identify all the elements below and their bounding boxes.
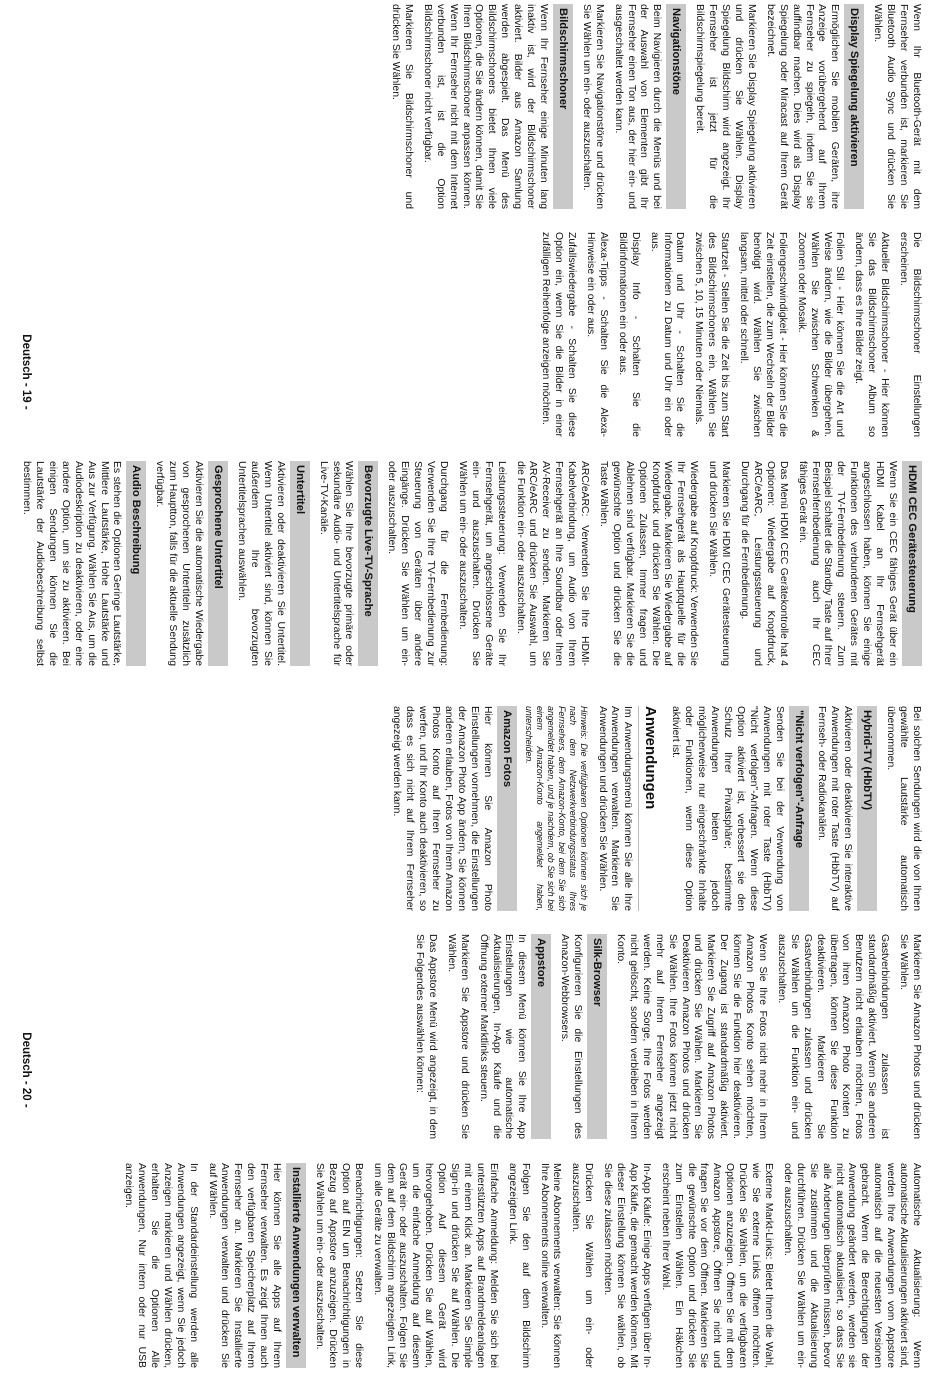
paragraph: Aktivieren Sie die automatische Wiedergabe von gesprochenen Untertiteln zusätzlich zum Hauptton, falls für die aktuelle Sendung verfügbar. xyxy=(154,461,205,666)
paragraph: Gastverbindungen zulassen ist standardmäßig aktiviert. Wenn Sie anderen Benutzern nicht erlauben möchten, Fotos von ihren Amazon Photo Konten zu übertragen, können Sie diese Funktion deaktivieren. Markieren Sie Gastverbindungen zulassen und drücken Sie Wählen um die Funktion ein- und auszuschalten. xyxy=(775,934,891,1139)
paragraph: Es stehen die Optionen Geringe Lautstärke, Mittlere Lautstärke, Hohe Lautstärke und Aus zur Verfügung. Wählen Sie Aus, um die Audiodeskription zu deaktivieren, oder eine andere Option, um sie zu aktivieren. Bei einigen Sendungen können Sie die Lautstärke der Audiobeschreibung selbst bestimmen. xyxy=(21,461,123,666)
page19-column-3 xyxy=(13,461,922,666)
paragraph: Markieren Sie Appstore und drücken Sie Wählen. xyxy=(445,934,470,1139)
paragraph: Ermöglichen Sie mobilen Geräten, ihre Anzeige vorübergehend auf Ihrem Fernseher zu spiegeln, indem Sie sie auffindbar machen. Dies wird als Display Spiegelung oder Miracast auf Ihrem Gerät bezeichnet. xyxy=(764,4,841,209)
paragraph: Das Menü HDMI CEC Gerätekontrolle hat 4 Optionen: Wiedergabe auf Knopfdruck, ARC/eARC, Leistungssteuerung und Durchgang für die Fernbedienung. xyxy=(739,461,789,666)
chapter-heading-applications: Anwendungen xyxy=(638,706,662,911)
paragraph: Wenn Sie Ihre Fotos nicht mehr in Ihrem Amazon Photos Konto sehen möchten, können Sie die Funktion hier deaktivieren. Der Zugang ist standardmäßig aktiviert. Markieren Sie Zugriff auf Amazon Photos und drücken Sie Wählen. Markieren Sie Deaktivieren Amazon Photos und drücken Sie Wählen. Ihre Fotos können jetzt nicht mehr auf Ihrem Fernseher angezeigt werden. Keine Sorge, Ihre Fotos werden nicht gelöscht, sondern verbleiben in Ihrem Konto. xyxy=(615,934,769,1139)
paragraph: Hier können Sie alle Apps auf Ihrem Fernseher verwalten. Es zeigt Ihnen auch den verfügbaren Speicherplatz auf Ihrem Fernseher an. Markieren Sie Installierte Anwendungen verwalten und drücken Sie auf Wählen. xyxy=(206,1163,283,1368)
section-heading-hdmi-cec: HDMI CEC Gerätesteuerung xyxy=(902,461,922,666)
page-20 xyxy=(0,690,950,1379)
paragraph: Das Appstore Menü wird angezeigt, in dem Sie Folgendes auswählen können: xyxy=(414,934,438,1139)
section-heading-display-mirroring: Display Spiegelung aktivieren xyxy=(844,4,864,209)
section-heading-audio-description: Audio Beschreibung xyxy=(127,461,147,666)
section-heading-do-not-track: "Nicht verfolgen"-Anfrage xyxy=(789,706,809,911)
paragraph: Leistungssteuerung: Verwenden Sie Ihr Fernsehgerät, um angeschlossene Geräte ein- und auszuschalten. Drücken Sie Wählen um ein- oder auszuschalten. xyxy=(456,461,507,666)
page-number: Deutsch - 20 - xyxy=(20,1032,32,1108)
section-heading-live-tv-language: Bevorzugte Live-TV-Sprache xyxy=(358,461,378,666)
section-heading-amazon-photos: Amazon Fotos xyxy=(497,706,517,911)
paragraph: Bei solchen Sendungen wird die von Ihnen gewählte Lautstärke automatisch übernommen. xyxy=(885,706,922,911)
paragraph: In diesem Menü können Sie Ihre App Einstellungen wie automatische Aktualisierungen, In-App Käufe und die Öffnung externer Marktlinks steuern. xyxy=(477,934,528,1139)
page19-column-1 xyxy=(382,4,922,209)
paragraph: Beim Navigieren durch die Menüs und bei der Auswahl von Elementen gibt Ihr Fernseher einen Ton aus, der hier ein- und ausgeschaltet werden kann. xyxy=(612,4,663,209)
paragraph: Zufallswiedergabe - Schalten Sie diese Option ein, wenn Sie die Bilder in einer zufälligen Reihenfolge anzeigen möchten. xyxy=(540,232,578,437)
paragraph: Hier können Sie Amazon Photo Einstellungen vornehmen, die Einstellungen der Amazon Photo App ändern, Sie können anderen erlauben, Fotos von Ihrem Amazon Photos Konto auf Ihren Fernseher zu werfen, und Ihr Konto auch deaktivieren, so dass es sich nicht auf Ihrem Fernseher angezeigt werden kann. xyxy=(391,706,493,911)
paragraph: Benachrichtigungen: Setzen Sie diese Option auf EIN um Benachrichtigungen in Bezug auf Appstore anzuzeigen. Drücken Sie Wählen um ein- oder auszuschalten. xyxy=(314,1163,364,1368)
page20-column-3 xyxy=(115,1163,922,1368)
section-heading-subtitles: Untertitel xyxy=(290,461,310,666)
paragraph: Einfache Anmeldung: Melden Sie sich bei unterstützten Apps auf Brandmeldeanlagen mit einem Klick an. Markieren Sie Simple Sign-in und drücken Sie auf Wählen. Die Option Auf diesem Gerät wird hervorgehoben. Drücken Sie auf Wählen, um die einfache Anmeldung auf diesem Gerät ein- oder auszuschalten. Folgen Sie dem auf dem Bildschirm angezeigten Link, um alle Geräte zu verwalten. xyxy=(371,1163,499,1368)
paragraph: Folien Stil - Hier können Sie die Art und Weise ändern, wie die Bilder übergehen. Wählen Sie zwischen Schwenken & Zoomen oder Mosaik. xyxy=(795,232,846,437)
paragraph: Markieren Sie Amazon Photos und drücken Sie Wählen. xyxy=(898,934,922,1139)
page19-column-2 xyxy=(532,232,922,437)
paragraph: Datum und Uhr - Schalten Sie die Informationen zu Datum und Uhr ein oder aus. xyxy=(648,232,686,437)
paragraph: ARC/eARC: Verwenden Sie Ihre HDMI-Kabelverbindung, um Audio von Ihrem Fernsehgerät an Ihre Soundbar oder Ihren AV-Receiver zu senden. Markieren Sie ARC/eARC und drücken Sie Auswahl, um die Funktion ein- oder auszuschalten. xyxy=(514,461,591,666)
paragraph: Aktivieren oder deaktivieren Sie interaktive Anwendungen mit roter Taste (HbbTV) auf Fernseh- oder Radiokanälen. xyxy=(816,706,854,911)
section-heading-appstore: Appstore xyxy=(531,934,551,1139)
paragraph: Wählen Sie Ihre bevorzugte primäre oder sekundäre Audio- und Untertitelsprache für Live-TV-Kanäle. xyxy=(317,461,355,666)
section-heading-spoken-subtitles: Gesprochene Untertitel xyxy=(208,461,228,666)
paragraph: Startzeit - Stellen Sie die Zeit bis zum Start des Bildschirmschoners ein. Wählen Sie zwischen 5, 10, 15 Minuten oder Niemals. xyxy=(693,232,731,437)
paragraph: Im Anwendungsmenü können Sie alle Ihre Anwendungen verwalten. Markieren Sie Anwendungen und drücken Sie Wählen. xyxy=(596,706,634,911)
section-heading-silk-browser: Silk-Browser xyxy=(587,934,607,1139)
paragraph: Markieren Sie Navigationstöne und drücken Sie Wählen um ein- oder auszuschalten. xyxy=(580,4,605,209)
paragraph: Durchgang für die Fernbedienung: Verwenden Sie Ihre TV-Fernbedienung zur Steuerung von Geräten über andere Eingänge. Drücken Sie Wählen um ein- oder auszuschalten. xyxy=(386,461,449,666)
paragraph: Alexa-Tipps - Schalten Sie die Alexa-Hinweise ein oder aus. xyxy=(585,232,609,437)
paragraph: Aktivieren oder deaktivieren Sie Untertitel. Wenn Untertitel aktiviert sind, können Sie außerdem Ihre bevorzugten Untertitelsprachen auswählen. xyxy=(236,461,286,666)
paragraph: In der Standardeinstellung werden alle Anwendungen angezeigt, wenn Sie jedoch Anzeigen markieren und Wählen drücken, erhalten Sie die Optionen Alle Anwendungen, Nur intern oder nur USB anzeigen. xyxy=(123,1163,199,1368)
section-heading-screensaver: Bildschirmschoner xyxy=(553,4,573,209)
paragraph: In-App Käufe: Einige Apps verfügen über In-App Käufe, die gemacht werden können. Mit dieser Einstellung können Sie wählen, ob Sie diese zulassen möchten. xyxy=(602,1163,652,1368)
paragraph: Markieren Sie Bildschirmschoner und drücken Sie Wählen. xyxy=(390,4,414,209)
paragraph: Display Info - Schalten Sie die Bildinformationen ein oder aus. xyxy=(616,232,641,437)
paragraph: Markieren Sie HDMI CEC Gerätesteuerung und drücken Sie Wählen. xyxy=(707,461,732,666)
page20-column-2 xyxy=(406,934,922,1139)
paragraph: Folgen Sie den auf dem Bildschirm angezeigten Link. xyxy=(506,1163,531,1368)
paragraph: Markieren Sie Display Spiegelung aktivieren und drücken Sie Wählen. Display Spiegelung Bildschirm wird angezeigt. Ihr Fernseher ist jetzt für die Bildschirmspiegelung bereit. xyxy=(694,4,757,209)
paragraph: Wenn Ihr Fernseher einige Minuten lang inaktiv ist, wird der Bildschirmschoner aktiviert. Bilder aus Amazon Samlung werden abgespielt. Das Menü des Bildschirmschoners bietet Ihnen viele Optionen, die Sie ändern können, damit Sie Ihren Bildschirmschoner anpassen können. Wenn Ihr Fernseher nicht mit dem Internet verbunden ist, ist die Option Bildschirmschoner nicht verfügbar. xyxy=(421,4,549,209)
paragraph: Externe Markt-Links: Bietet Ihnen die Wahl, wie Sie externe Links öffnen möchten. Drücken Sie Wählen, um die verfügbaren Optionen anzuzeigen. Öffnen Sie mit dem Amazon Appstore, Öffnen Sie nicht und fragen Sie vor dem Öffnen. Markieren Sie die gewünschte Option und drücken Sie zum Einstellen Wählen. Ein Häkchen erscheint neben Ihrer Wahl. xyxy=(659,1163,775,1368)
page20-column-1 xyxy=(383,706,922,911)
page-19 xyxy=(0,0,950,689)
paragraph: Aktueller Bildschirmschoner - Hier können Sie das Bildschirmschoner Album so ändern, dass es Ihre Bilder zeigt. xyxy=(853,232,891,437)
section-heading-navigation-sounds: Navigationstöne xyxy=(666,4,686,209)
paragraph: Konfigurieren Sie die Einstellungen des Amazon-Webbrowsers. xyxy=(559,934,584,1139)
paragraph: Wenn Ihr Bluetooth-Gerät mit dem Fernseher verbunden ist, markieren Sie Bluetooth Audio Sync und drücken Sie Wählen. xyxy=(872,4,922,209)
section-heading-hbbtv: Hybrid-TV (HbbTV) xyxy=(857,706,877,911)
paragraph: Senden Sie bei der Verwendung von Anwendungen mit roter Taste (HbbTV) "Nicht verfolgen"-Anfragen. Wenn diese Option aktiviert ist, verbessert sie den Schutz Ihrer Privatsphäre; bestimmte Anwendungen bieten jedoch möglicherweise nur eingeschränkte Inhalte oder Funktionen, wenn diese Option aktiviert ist. xyxy=(670,706,785,911)
paragraph: Foliengeschwindigkeit - Hier können Sie die Zeit einstellen, die zum Wechseln der Bilder benötigt wird. Wählen Sie zwischen langsam, mittel oder schnell. xyxy=(738,232,788,437)
paragraph: Meine Abonnements verwalten: Sie können Ihre Abonnements online verwalten. xyxy=(538,1163,563,1368)
note: Hinweis: Die verfügbaren Optionen können sich je nach dem Netzwerkverbindungsstatus Ihres Fernsehers, dem Amazon-Konto, bei dem Sie sich angemeldet haben, und je nachdem, ob Sie sich bei einem Amazon-Konto angemeldet haben, unterscheiden. xyxy=(523,706,589,911)
paragraph: Wiedergabe auf Knopfdruck: Verwenden Sie Ihr Fernsehgerät als Hauptquelle für die Wiedergabe. Markieren Sie Wiedergabe auf Knopfdruck und drücken Sie Wählen. Die Optionen Zulassen, Immer fragen und Ablehnen sind verfügbar. Markieren Sie die gewünschte Option und drücken Sie die Taste Wählen. xyxy=(597,461,700,666)
paragraph: Automatische Aktualisierung: Wenn automatische Aktualisierungen aktiviert sind, werden Ihre Anwendungen vom Appstore automatisch auf die neuesten Versionen gebracht. Wenn die Berechtigungen der Anwendung geändert werden, werden sie nicht automatisch aktualisiert, so dass Sie alle Änderungen überprüfen müssen, bevor Sie zustimmen und die Aktualisierung durchführen. Drücken Sie Wählen um ein- oder auszuschalten. xyxy=(781,1163,922,1368)
paragraph: Wenn Sie ein CEC fähiges Gerät über ein HDMI Kabel an Ihr Fernsehgerät angeschlossen haben, können Sie einige Funktionen des verbundenen Gerätes mit der TV-Fernbedienung steuern. Zum Beispiel schaltet die Standby Taste auf Ihrer Fernsehfernbedienung auch Ihr CEC fähiges Gerät ein. xyxy=(796,461,898,666)
page-number: Deutsch - 19 - xyxy=(20,334,32,410)
paragraph: Die Bildschirmschoner Einstellungen erscheinen. xyxy=(898,232,922,437)
section-heading-installed-apps: Installierte Anwendungen verwalten xyxy=(286,1163,306,1368)
paragraph: Drücken Sie Wählen um ein- oder auszuschalten. xyxy=(570,1163,595,1368)
